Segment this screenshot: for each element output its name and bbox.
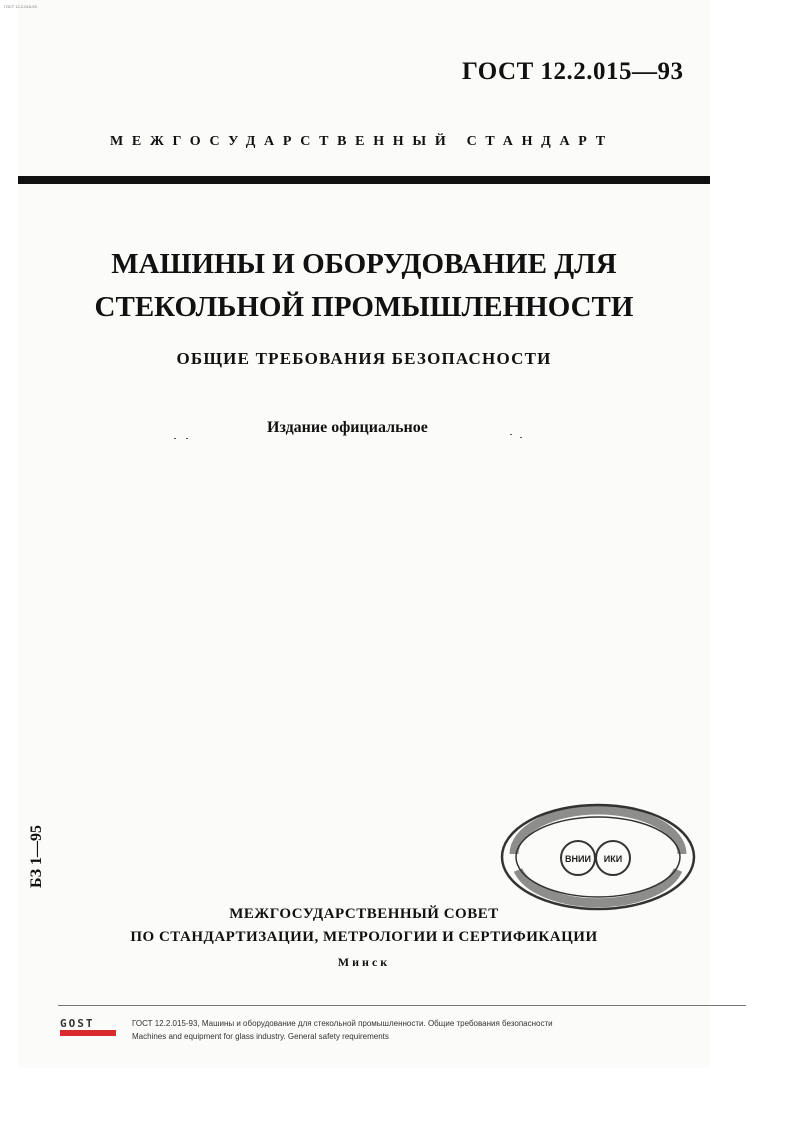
council-line-2: ПО СТАНДАРТИЗАЦИИ, МЕТРОЛОГИИ И СЕРТИФИКАЦИИ <box>130 929 598 945</box>
scan-speck <box>510 434 512 435</box>
scan-speck <box>520 437 522 438</box>
edition-label: Издание официальное <box>267 419 428 436</box>
document-subtitle: ОБЩИЕ ТРЕБОВАНИЯ БЕЗОПАСНОСТИ <box>176 349 552 368</box>
title-line-2: СТЕКОЛЬНОЙ ПРОМЫШЛЕННОСТИ <box>94 291 634 323</box>
standard-type-heading: МЕЖГОСУДАРСТВЕННЫЙ СТАНДАРТ <box>110 134 614 149</box>
gost-expert-logo <box>60 1018 116 1036</box>
header-divider <box>18 176 710 184</box>
stamp-center-left: ВНИИ <box>565 854 591 864</box>
library-stamp <box>498 800 698 915</box>
gost-number: ГОСТ 12.2.015—93 <box>462 58 684 85</box>
side-code: БЗ 1—95 <box>28 824 45 888</box>
title-line-1: МАШИНЫ И ОБОРУДОВАНИЕ ДЛЯ <box>111 248 617 280</box>
stamp-center-right: ИКИ <box>603 854 623 864</box>
publication-city: Минск <box>337 955 391 969</box>
footer-title-ru: ГОСТ 12.2.015-93, Машины и оборудование для стекольной промышленности. Общие требования безопасности <box>132 1019 553 1028</box>
logo-red-bar <box>60 1030 116 1036</box>
scan-speck <box>186 438 188 439</box>
scan-speck <box>174 438 176 439</box>
logo-text: GOST <box>60 1017 95 1030</box>
council-line-1: МЕЖГОСУДАРСТВЕННЫЙ СОВЕТ <box>229 906 499 922</box>
footer-title-en: Machines and equipment for glass industry. General safety requirements <box>132 1032 389 1041</box>
footer-divider <box>58 1005 746 1006</box>
tiny-header-text: ГОСТ 12.2.015-93 <box>4 4 37 9</box>
